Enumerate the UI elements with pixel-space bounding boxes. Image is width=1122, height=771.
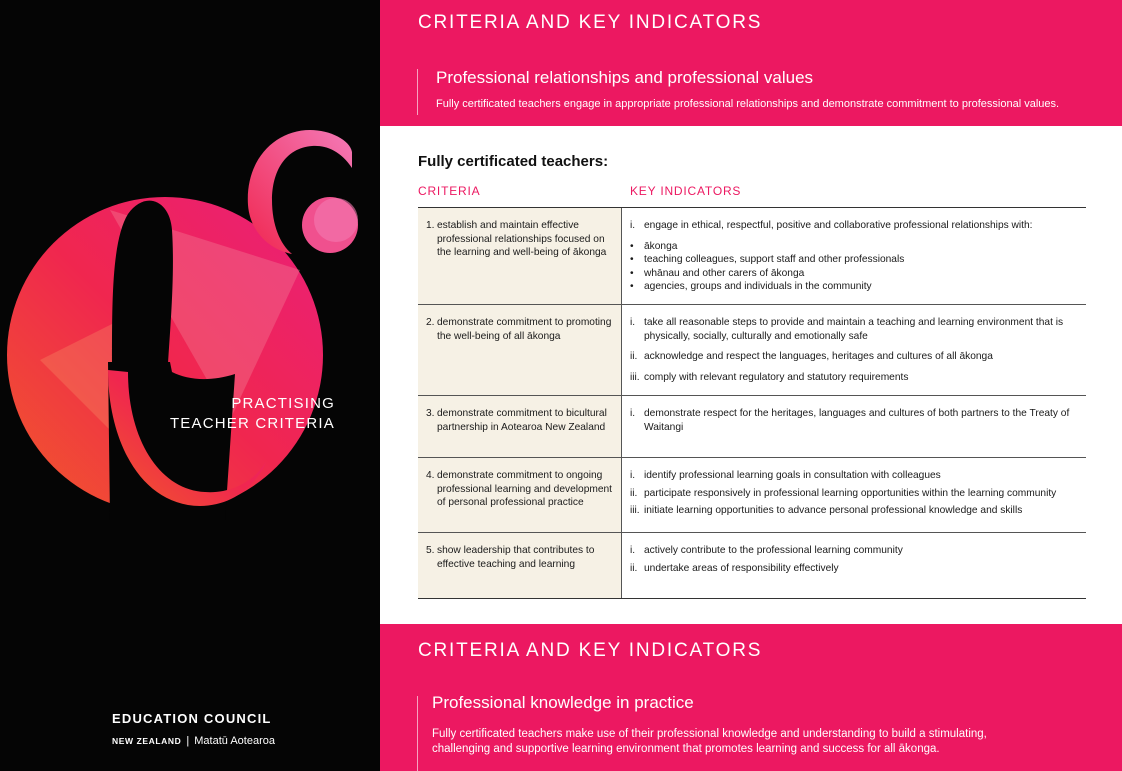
indicator-numeral: i. [630,470,636,481]
indicator-numeral: i. [630,545,636,556]
criterion-text: demonstrate commitment to bicultural partnership in Aotearoa New Zealand [437,408,607,433]
indicator-numeral: ii. [630,562,638,574]
indicator-item [630,487,1080,501]
table-row [418,533,1086,599]
table-row [418,208,1086,305]
indicator-item [630,350,1080,364]
indicator-text: take all reasonable steps to provide and maintain a teaching and learning environment that is physically, socially, culturally and emotionally safe [644,317,1064,342]
indicator-text: undertake areas of responsibility effectively [644,562,839,574]
org-separator: | [186,735,190,747]
section-heading: CRITERIA AND KEY INDICATORS [418,640,763,661]
indicator-numeral: i. [630,220,636,231]
table-lead: Fully certificated teachers: [418,153,609,170]
indicator-item [630,504,1080,518]
indicator-text: engage in ethical, respectful, positive and collaborative professional relationships with: [644,220,1033,231]
bullet-item: • whānau and other carers of ākonga [630,267,1080,281]
indicator-item [630,562,1080,576]
org-country: NEW ZEALAND [112,736,182,746]
logo-c-dot-highlight [314,198,358,242]
indicators-column-header: KEY INDICATORS [630,184,742,198]
heading-rule [417,696,418,771]
indicator-text: acknowledge and respect the languages, heritages and cultures of all ākonga [644,351,993,362]
indicator-item [630,407,1080,434]
ec-logo-graphic [0,0,380,771]
bullet-item: • teaching colleagues, support staff and other professionals [630,253,1080,267]
criterion-cell [418,208,622,304]
criterion-number: 4. [426,470,435,481]
indicators-cell [630,544,1080,575]
section-header-top [380,0,1122,126]
indicators-cell [630,219,1080,294]
indicator-item [630,469,1080,483]
indicator-item [630,544,1080,558]
indicators-cell [630,407,1080,434]
cover-title-line1: PRACTISING [231,395,335,412]
bullet-item: • ākonga [630,240,1080,254]
indicator-text: initiate learning opportunities to advance personal professional knowledge and skills [644,505,1023,516]
cover-title [150,394,335,434]
criterion-number: 5. [426,545,435,556]
criterion-cell [418,458,622,532]
criteria-table [418,207,1086,599]
criterion-text: establish and maintain effective professional relationships focused on the learning and well-being of ākonga [437,220,607,258]
indicator-text: actively contribute to the professional learning community [644,545,903,556]
heading-rule [417,69,418,115]
org-name: EDUCATION COUNCIL [112,711,272,726]
criterion-text: demonstrate commitment to promoting the well-being of all ākonga [437,317,612,342]
indicator-bullet-list [630,240,1080,294]
criterion-number: 2. [426,317,435,328]
criterion-cell [418,396,622,457]
indicator-item [630,371,1080,385]
cover-title-line2: TEACHER CRITERIA [169,415,335,432]
cover-sidebar [0,0,380,771]
section-heading: CRITERIA AND KEY INDICATORS [418,12,763,33]
indicator-numeral: iii. [630,371,640,383]
org-subtitle [112,735,275,747]
table-row [418,305,1086,396]
indicator-numeral: iii. [630,505,640,516]
table-row [418,458,1086,533]
criteria-column-header: CRITERIA [418,184,481,198]
section-description: Fully certificated teachers make use of their professional knowledge and understanding to build a stimulating, challenging and supportive learning environment that promotes learning and success for all ākonga. [432,728,987,755]
indicator-numeral: ii. [630,487,638,499]
indicator-item [630,219,1080,233]
criterion-number: 1. [426,220,435,231]
criterion-text: demonstrate commitment to ongoing professional learning and development of personal professional practice [437,470,613,508]
indicator-text: comply with relevant regulatory and statutory requirements [644,371,909,383]
section-header-bottom [380,624,1122,771]
indicator-text: demonstrate respect for the heritages, languages and cultures of both partners to the Treaty of Waitangi [644,408,1070,433]
indicator-numeral: ii. [630,351,638,362]
criterion-cell [418,533,622,598]
criterion-cell [418,305,622,395]
org-maori-name: Matatū Aotearoa [194,735,275,747]
indicator-numeral: i. [630,408,636,419]
indicator-text: identify professional learning goals in consultation with colleagues [644,470,941,481]
indicators-cell [630,469,1080,518]
indicators-cell [630,316,1080,384]
section-description: Fully certificated teachers engage in appropriate professional relationships and demonstrate commitment to professional values. [436,98,1060,110]
indicator-text: participate responsively in professional learning opportunities within the learning community [644,487,1057,499]
indicator-item [630,316,1080,343]
criterion-number: 3. [426,408,435,419]
criterion-text: show leadership that contributes to effective teaching and learning [437,545,595,570]
section-subtitle: Professional knowledge in practice [432,693,694,712]
indicator-numeral: i. [630,317,636,328]
section-subtitle: Professional relationships and professional values [436,68,814,87]
table-row [418,396,1086,458]
bullet-item: • agencies, groups and individuals in the community [630,280,1080,294]
